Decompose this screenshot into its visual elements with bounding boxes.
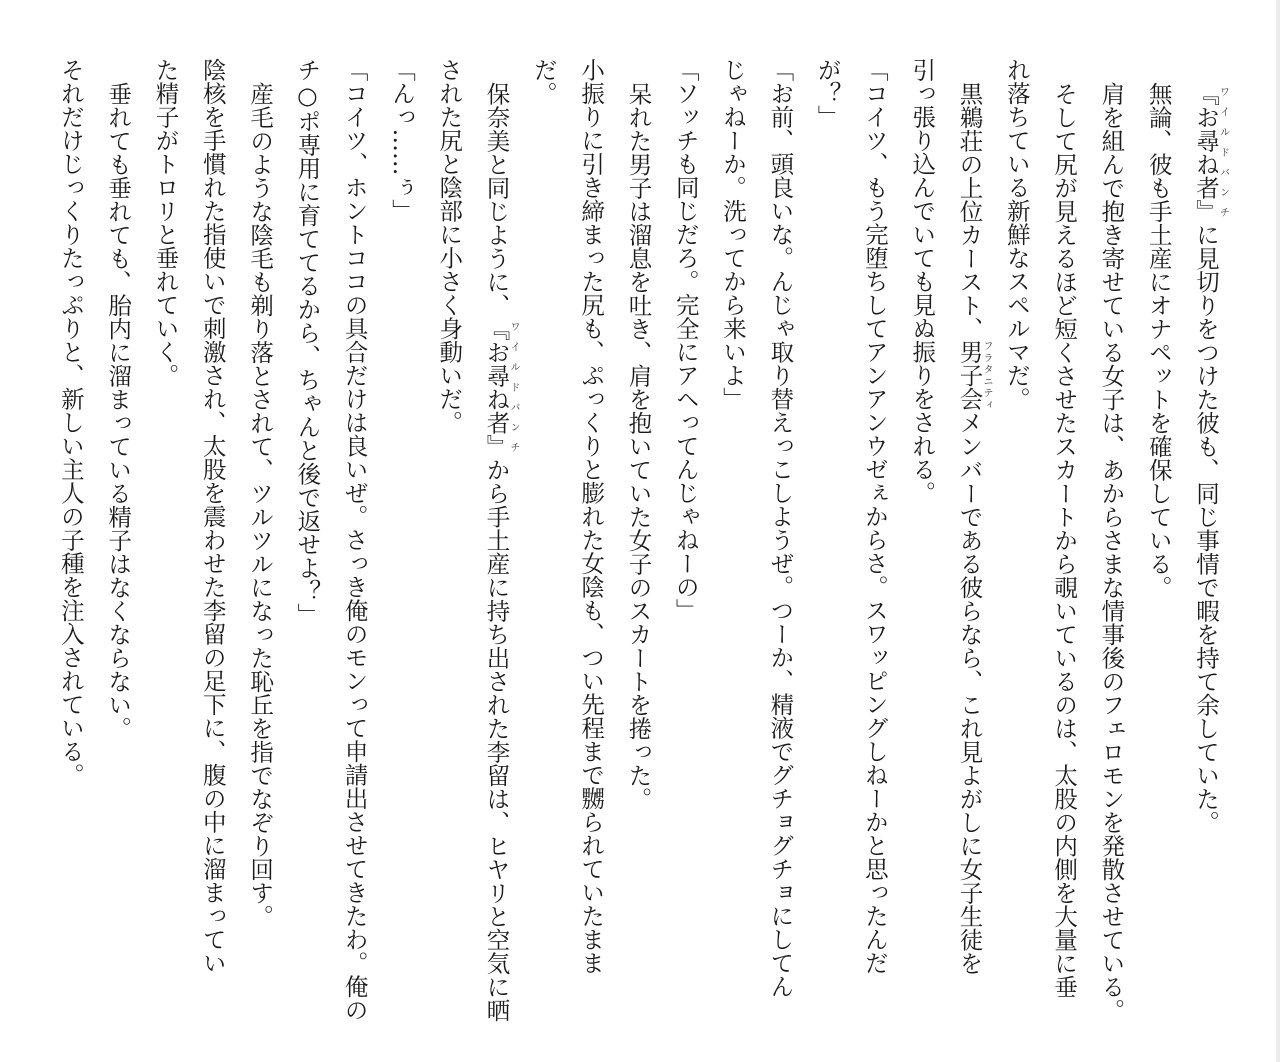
ruby-reading: ワイルドバンチ bbox=[1217, 81, 1229, 223]
text-segment: そして尻が見えるほど短くさせたスカートから覗いているのは、太股の内側を大量に垂 bbox=[1050, 81, 1079, 998]
text-line bbox=[188, 58, 235, 1048]
text-segment: 「んっ……ぅ」 bbox=[387, 58, 416, 223]
text-line bbox=[709, 58, 756, 1048]
text-segment: 「ソッチも同じだろ。完全にアヘってんじゃねーの」 bbox=[671, 58, 700, 622]
text-segment: 引っ張り込んでいても見ぬ振りをされる。 bbox=[908, 58, 937, 505]
ruby-annotation bbox=[1192, 81, 1229, 223]
text-line bbox=[330, 58, 377, 1048]
text-segment: チ○ポ専用に育ててるから、ちゃんと後で返せよ？」 bbox=[293, 58, 322, 627]
text-segment: が？」 bbox=[813, 58, 842, 129]
ruby-reading: フラタニティ bbox=[981, 340, 993, 411]
text-segment: 「コイツ、もう完堕ちしてアンアンウゼぇからさ。スワッピングしねーかと思ったんだ bbox=[860, 58, 889, 975]
text-segment: から手土産に持ち出された李留は、ヒヤリと空気に晒 bbox=[482, 457, 511, 1022]
text-line bbox=[47, 58, 94, 1048]
text-segment: 黒鵜荘の上位カースト、 bbox=[955, 81, 984, 340]
text-segment: 保奈美と同じように、 bbox=[482, 81, 511, 317]
ruby-base: 『お尋ね者』 bbox=[482, 316, 511, 458]
text-line bbox=[803, 58, 850, 1048]
text-segment: に見切りをつけた彼も、同じ事情で暇を持て余していた。 bbox=[1192, 222, 1220, 834]
text-line bbox=[851, 58, 898, 1048]
text-line bbox=[1087, 58, 1134, 1048]
text-segment: れ落ちている新鮮なスペルマだ。 bbox=[1002, 58, 1031, 411]
text-line bbox=[993, 58, 1040, 1048]
text-line bbox=[898, 58, 945, 1048]
text-segment: 肩を組んで抱き寄せている女子は、あからさまな情事後のフェロモンを発散させている。 bbox=[1097, 81, 1126, 1022]
vertical-text-page bbox=[47, 58, 1229, 1048]
text-line bbox=[425, 58, 472, 1048]
text-line bbox=[94, 58, 141, 1048]
text-segment: じゃねーか。洗ってから来いよ」 bbox=[719, 58, 748, 411]
text-line bbox=[236, 58, 283, 1048]
text-line bbox=[520, 58, 567, 1048]
text-segment: た精子がトロリと垂れていく。 bbox=[151, 58, 180, 387]
text-line bbox=[756, 58, 803, 1048]
text-line bbox=[567, 58, 614, 1048]
text-segment: 「お前、頭良いな。んじゃ取り替えっこしようぜ。つーか、精液でグチョグチョにしてん bbox=[766, 58, 795, 998]
text-line bbox=[1134, 58, 1181, 1048]
text-line bbox=[661, 58, 708, 1048]
text-segment: 「コイツ、ホントココの具合だけは良いぜ。さっき俺のモンって申請出させてきたわ。俺の bbox=[340, 58, 369, 1022]
text-segment: だ。 bbox=[529, 58, 558, 105]
text-segment: された尻と陰部に小さく身動いだ。 bbox=[435, 58, 464, 434]
text-line bbox=[1040, 58, 1087, 1048]
text-line bbox=[614, 58, 661, 1048]
text-line bbox=[378, 58, 425, 1048]
ruby-base: 男子会 bbox=[955, 340, 984, 411]
ruby-base: 『お尋ね者』 bbox=[1192, 81, 1220, 223]
text-segment: 無論、彼も手土産にオナペットを確保している。 bbox=[1144, 81, 1173, 599]
ruby-reading: ワイルドバンチ bbox=[508, 316, 520, 458]
text-segment: 呆れた男子は溜息を吐き、肩を抱いていた女子のスカートを捲った。 bbox=[624, 81, 653, 810]
text-line bbox=[945, 58, 992, 1048]
text-line bbox=[1182, 58, 1229, 1048]
text-segment: メンバーである彼らなら、これ見よがしに女子生徒を bbox=[955, 410, 984, 975]
text-line bbox=[283, 58, 330, 1048]
text-line bbox=[472, 58, 519, 1048]
text-segment: 垂れても垂れても、胎内に溜まっている精子はなくならない。 bbox=[104, 81, 133, 740]
ruby-annotation bbox=[955, 340, 993, 411]
text-line bbox=[141, 58, 188, 1048]
text-segment: 陰核を手慣れた指使いで刺激され、太股を震わせた李留の足下に、腹の中に溜まってい bbox=[198, 58, 227, 975]
page-edge bbox=[1276, 0, 1280, 1062]
ruby-annotation bbox=[482, 316, 520, 458]
text-segment: 小振りに引き締まった尻も、ぷっくりと膨れた女陰も、つい先程まで嬲られていたまま bbox=[577, 58, 606, 975]
text-segment: それだけじっくりたっぷりと、新しい主人の子種を注入されている。 bbox=[56, 58, 85, 787]
text-segment: 産毛のような陰毛も剃り落とされて、ツルツルになった恥丘を指でなぞり回す。 bbox=[246, 81, 275, 928]
